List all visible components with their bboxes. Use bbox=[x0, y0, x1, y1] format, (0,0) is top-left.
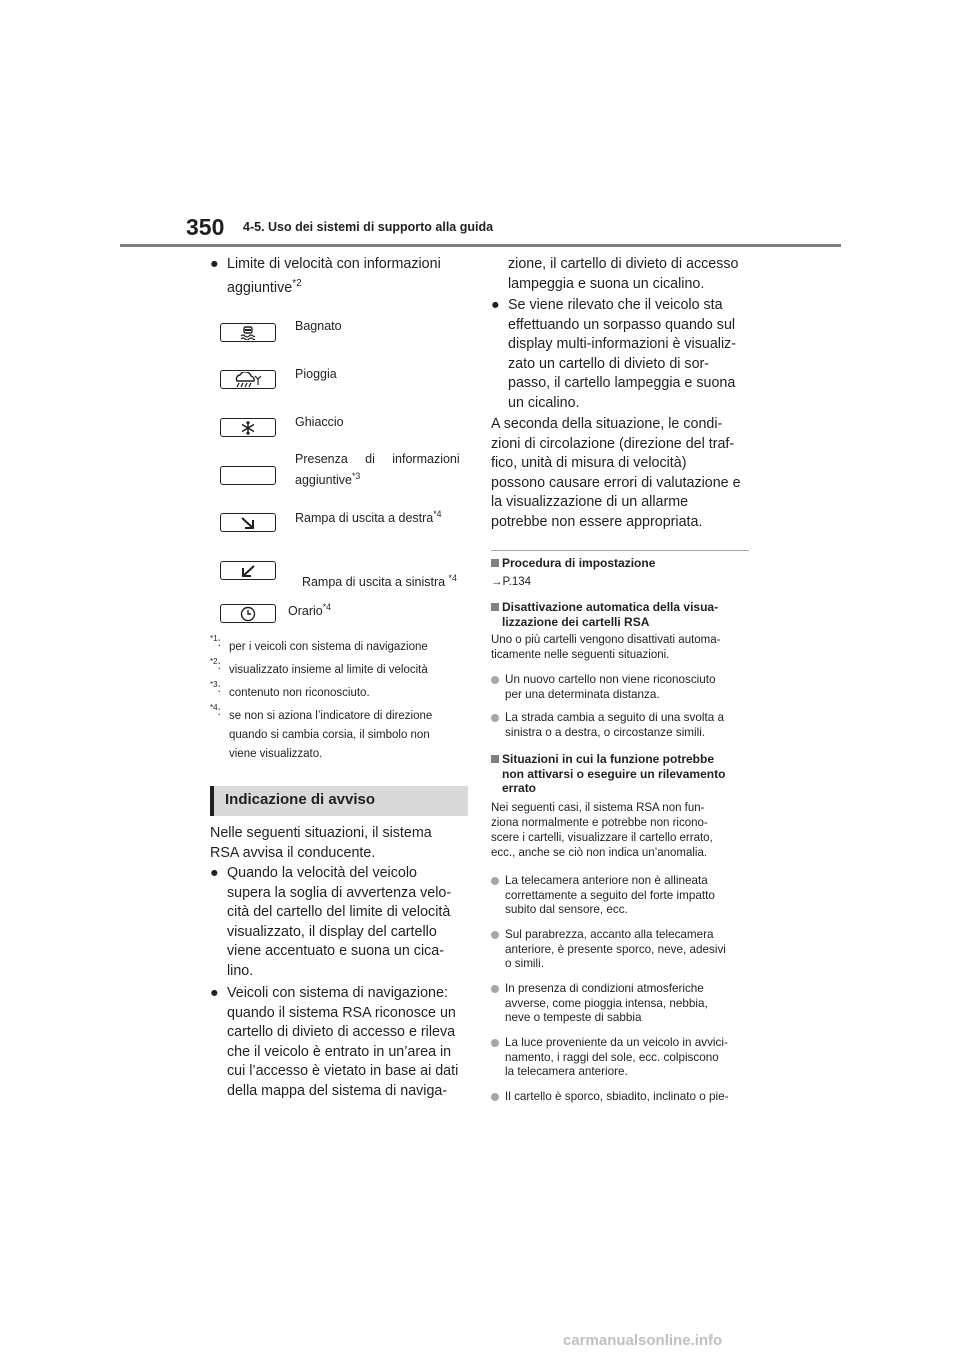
subheading-auto-off-l2: lizzazione dei cartelli RSA bbox=[502, 614, 650, 629]
b2-l2: quando il sistema RSA riconosce un bbox=[227, 1004, 456, 1021]
bullet-glyph: ● bbox=[210, 985, 219, 1001]
icon-label-info-line2: aggiuntive bbox=[295, 473, 352, 487]
square-bullet-icon bbox=[491, 559, 499, 567]
limitations-text bbox=[491, 801, 713, 861]
square-bullet-icon bbox=[491, 603, 499, 611]
s2i2-l2: sinistra o a destra, o circostanze simili. bbox=[505, 725, 706, 739]
list-item-text bbox=[227, 984, 458, 1101]
b1-l4: visualizzato, il display del cartello bbox=[227, 923, 437, 940]
rb-l5: passo, il cartello lampeggia e suona bbox=[508, 375, 736, 391]
intro-line1: Limite di velocità con informazioni bbox=[227, 256, 441, 272]
s3i1-l2: correttamente a seguito del forte impatto bbox=[505, 888, 715, 902]
blank-icon bbox=[220, 466, 276, 485]
rb-l4: zato un cartello di divieto di sor- bbox=[508, 355, 710, 372]
bullet-glyph: ● bbox=[491, 297, 500, 313]
footnote-mark bbox=[210, 659, 221, 674]
circle-bullet-icon bbox=[491, 931, 499, 939]
auto-off-l1: Uno o più cartelli vengono disattivati automa- bbox=[491, 634, 721, 646]
fn3-colon: : bbox=[217, 683, 221, 695]
s2i1-l2: per una determinata distanza. bbox=[505, 687, 660, 701]
footnote-mark bbox=[210, 705, 221, 720]
icon-label-exit-left-text: Rampa di uscita a sinistra bbox=[301, 575, 449, 589]
list-item-text bbox=[505, 1036, 755, 1080]
subheading-limitations-l2: non attivarsi o eseguire un rilevamento bbox=[502, 766, 726, 781]
list-item-text bbox=[508, 296, 736, 413]
circle-bullet-icon bbox=[491, 676, 499, 684]
b2-l4: che il veicolo è entrato in un’area in bbox=[227, 1043, 452, 1060]
icon-label-ice: Ghiaccio bbox=[295, 415, 344, 429]
circle-bullet-icon bbox=[491, 1039, 499, 1047]
circle-bullet-icon bbox=[491, 1093, 499, 1101]
fn1-mark: *1 bbox=[210, 634, 218, 644]
rb-l3: display multi-informazioni è visualiz- bbox=[508, 336, 737, 352]
b1-l6: lino. bbox=[227, 962, 254, 979]
s3i4-l3: la telecamera anteriore. bbox=[505, 1065, 628, 1078]
icon-label-info-sup: *3 bbox=[352, 470, 361, 481]
s3i1-l1: La telecamera anteriore non è allineata bbox=[505, 874, 708, 887]
s2i2-l1: La strada cambia a seguito di una svolta a bbox=[505, 711, 724, 724]
b1-l5: viene accentuato e suona un cica- bbox=[227, 943, 444, 959]
fn1-colon: : bbox=[217, 637, 221, 649]
footnote-1: per i veicoli con sistema di navigazione bbox=[229, 641, 428, 653]
intro-line2: aggiuntive bbox=[227, 279, 293, 296]
list-item-text bbox=[505, 711, 755, 740]
auto-off-l2: ticamente nelle seguenti situazioni. bbox=[491, 649, 670, 661]
b2-l1: Veicoli con sistema di navigazione: bbox=[227, 985, 448, 1001]
caution-paragraph bbox=[491, 415, 741, 532]
info-divider bbox=[491, 550, 749, 551]
warning-intro-line1: Nelle seguenti situazioni, il sistema bbox=[210, 825, 432, 841]
circle-bullet-icon bbox=[491, 877, 499, 885]
footnote-mark bbox=[210, 682, 221, 697]
subheading-auto-off bbox=[491, 600, 718, 629]
list-item-text bbox=[505, 982, 755, 1026]
icon-label-time-text: Orario bbox=[288, 604, 323, 618]
subheading-settings-text: Procedura di impostazione bbox=[502, 556, 656, 570]
snowflake-icon bbox=[220, 418, 276, 437]
icon-label-exit-left bbox=[295, 558, 457, 590]
s3i3-l1: In presenza di condizioni atmosferiche bbox=[505, 982, 704, 995]
b1-l2: supera la soglia di avvertenza velo- bbox=[227, 884, 452, 901]
rp-l5: la visualizzazione di un allarme bbox=[491, 494, 689, 510]
icon-label-exit-right bbox=[295, 510, 442, 526]
cont-l1: zione, il cartello di divieto di accesso bbox=[508, 256, 739, 272]
s3i1-l3: subito dal sensore, ecc. bbox=[505, 903, 628, 916]
warning-intro bbox=[210, 824, 432, 863]
arrow-down-left-icon bbox=[220, 561, 276, 580]
b1-l3: cità del cartello del limite di velocità bbox=[227, 904, 451, 920]
arrow-down-right-icon bbox=[220, 513, 276, 532]
intro-sup: *2 bbox=[292, 277, 302, 289]
list-item-text bbox=[505, 673, 755, 702]
section-heading bbox=[210, 786, 468, 816]
rb-l1: Se viene rilevato che il veicolo sta bbox=[508, 297, 723, 313]
continued-text bbox=[508, 255, 738, 294]
subheading-limitations-l1: Situazioni in cui la funzione potrebbe bbox=[502, 752, 715, 766]
subheading-auto-off-l1: Disattivazione automatica della visua- bbox=[502, 600, 719, 614]
watermark: carmanualsonline.info bbox=[563, 1332, 723, 1349]
intro-bullet-text bbox=[227, 255, 441, 298]
wet-road-icon bbox=[220, 323, 276, 342]
header-rule bbox=[120, 244, 841, 247]
bullet-glyph: ● bbox=[210, 256, 219, 272]
icon-label-info bbox=[295, 451, 468, 488]
rp-l6: potrebbe non essere appropriata. bbox=[491, 513, 703, 530]
b2-l5: cui l’accesso è vietato in base ai dati bbox=[227, 1063, 459, 1079]
subheading-settings bbox=[491, 556, 655, 571]
icon-label-exit-right-sup: *4 bbox=[433, 508, 442, 519]
lim-l2: ziona normalmente e potrebbe non ricono- bbox=[491, 817, 708, 829]
rp-l4: possono causare errori di valutazione e bbox=[491, 474, 741, 491]
rb-l2: effettuando un sorpasso quando sul bbox=[508, 316, 736, 333]
page-number: 350 bbox=[186, 214, 225, 240]
s3i5-l1: Il cartello è sporco, sbiadito, inclinato o pie- bbox=[505, 1090, 729, 1103]
icon-label-info-line1: Presenza di informazioni bbox=[295, 452, 460, 466]
fn3-mark: *3 bbox=[210, 680, 218, 690]
icon-label-time bbox=[288, 603, 331, 619]
s3i3-l3: neve o tempeste di sabbia bbox=[505, 1011, 642, 1024]
warning-intro-line2: RSA avvisa il conducente. bbox=[210, 844, 376, 861]
fn4-line3: viene visualizzato. bbox=[229, 748, 323, 760]
lim-l3: scere i cartelli, visualizzare il cartello errato, bbox=[491, 832, 713, 844]
list-item-text bbox=[227, 864, 451, 981]
fn2-colon: : bbox=[217, 660, 221, 672]
b2-l6: della mappa del sistema di naviga- bbox=[227, 1082, 448, 1099]
rain-icon bbox=[220, 370, 276, 389]
page-reference[interactable]: →P.134 bbox=[491, 576, 532, 588]
footnote-mark bbox=[210, 636, 221, 651]
square-bullet-icon bbox=[491, 755, 499, 763]
rb-l6: un cicalino. bbox=[508, 394, 580, 411]
icon-label-wet: Bagnato bbox=[295, 319, 342, 333]
lim-l4: ecc., anche se ciò non indica un’anomalia. bbox=[491, 847, 708, 859]
fn4-line2: quando si cambia corsia, il simbolo non bbox=[229, 729, 430, 741]
fn4-line1: se non si aziona l’indicatore di direzione bbox=[229, 710, 433, 722]
clock-icon bbox=[220, 604, 276, 623]
list-item-text bbox=[505, 1090, 755, 1105]
lim-l1: Nei seguenti casi, il sistema RSA non fun- bbox=[491, 802, 705, 814]
s3i2-l3: o simili. bbox=[505, 957, 544, 970]
icon-label-exit-right-text: Rampa di uscita a destra bbox=[295, 511, 434, 525]
auto-off-text bbox=[491, 633, 721, 663]
fn4-colon: : bbox=[217, 706, 221, 718]
fn4-mark: *4 bbox=[210, 703, 218, 713]
icon-label-rain: Pioggia bbox=[295, 367, 337, 381]
section-title: 4-5. Uso dei sistemi di supporto alla guida bbox=[243, 220, 494, 234]
cont-l2: lampeggia e suona un cicalino. bbox=[508, 275, 705, 292]
b1-l1: Quando la velocità del veicolo bbox=[227, 865, 417, 881]
s2i1-l1: Un nuovo cartello non viene riconosciuto bbox=[505, 673, 716, 686]
circle-bullet-icon bbox=[491, 985, 499, 993]
s3i2-l2: anteriore, è presente sporco, neve, adesivi bbox=[505, 942, 726, 956]
s3i4-l2: namento, i raggi del sole, ecc. colpiscono bbox=[505, 1050, 719, 1064]
footnote-3: contenuto non riconosciuto. bbox=[229, 687, 370, 699]
s3i3-l2: avverse, come pioggia intensa, nebbia, bbox=[505, 996, 708, 1010]
bullet-glyph: ● bbox=[210, 865, 219, 881]
rp-l3: fico, unità di misura di velocità) bbox=[491, 455, 687, 471]
icon-label-exit-left-sup: *4 bbox=[448, 572, 457, 583]
footnote-4 bbox=[229, 707, 432, 764]
icon-label-time-sup: *4 bbox=[322, 601, 332, 612]
list-item-text bbox=[505, 928, 755, 972]
subheading-limitations bbox=[491, 752, 725, 796]
section-heading-text: Indicazione di avviso bbox=[225, 791, 376, 808]
rp-l1: A seconda della situazione, le condi- bbox=[491, 416, 723, 432]
b2-l3: cartello di divieto di accesso e rileva bbox=[227, 1024, 456, 1040]
s3i2-l1: Sul parabrezza, accanto alla telecamera bbox=[505, 928, 714, 941]
rp-l2: zioni di circolazione (direzione del traf- bbox=[491, 435, 735, 452]
s3i4-l1: La luce proveniente da un veicolo in avvici- bbox=[505, 1036, 728, 1049]
footnote-2: visualizzato insieme al limite di velocità bbox=[229, 664, 428, 676]
subheading-limitations-l3: errato bbox=[502, 781, 537, 795]
list-item-text bbox=[505, 874, 755, 918]
fn2-mark: *2 bbox=[210, 657, 218, 667]
circle-bullet-icon bbox=[491, 714, 499, 722]
